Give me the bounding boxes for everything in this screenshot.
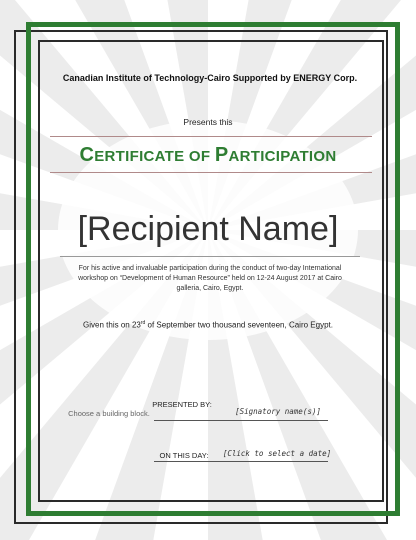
title-bottom-rule: [50, 172, 372, 173]
given-prefix: Given this on 23: [83, 320, 141, 330]
signatory-field[interactable]: [Signatory name(s)]: [235, 407, 321, 416]
title-initial-c: C: [79, 144, 95, 166]
on-this-day-label: ON THIS DAY:: [159, 451, 209, 460]
date-picker-field[interactable]: [Click to select a date]: [222, 449, 332, 458]
date-rule: [154, 461, 328, 462]
presents-text: Presents this: [183, 117, 233, 127]
title-top-rule: [50, 136, 372, 137]
building-block-placeholder[interactable]: Choose a building block.: [68, 409, 150, 418]
signatory-rule: [154, 420, 328, 421]
given-suffix: rd: [140, 320, 146, 326]
title-initial-p: P: [214, 144, 229, 166]
description-text: For his active and invaluable participation during the conduct of two-day International workshop on “Development of Human Resource” held on 12-24 August 2017 at Cairo galleria, Cairo, Egypt.: [78, 265, 342, 292]
given-date-text: [30, 320, 386, 330]
recipient-name-field[interactable]: [Recipient Name]: [77, 210, 339, 248]
organization-name: Canadian Institute of Technology-Cairo Supported by ENERGY Corp.: [62, 73, 358, 83]
recipient-rule: [60, 256, 360, 257]
title-part-1: ERTIFICATE OF: [94, 148, 215, 165]
presented-by-label: PRESENTED BY:: [152, 400, 212, 409]
title-part-2: ARTICIPATION: [228, 148, 337, 165]
certificate-title: [30, 144, 386, 167]
given-rest: of September two thousand seventeen, Cairo Egypt.: [145, 320, 333, 330]
